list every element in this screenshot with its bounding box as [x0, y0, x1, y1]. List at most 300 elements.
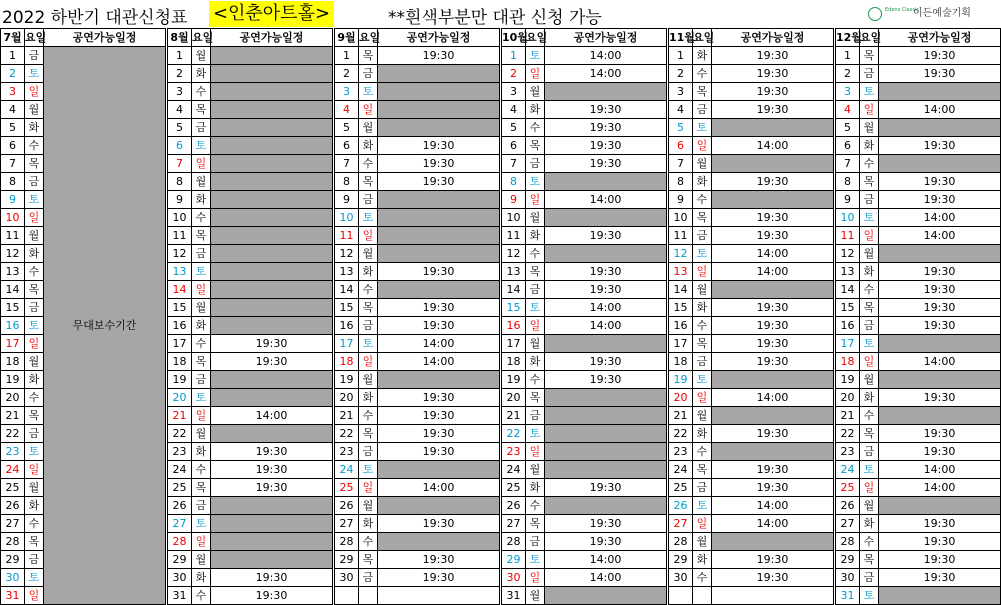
day-number: 2 [335, 65, 359, 83]
available-slot[interactable]: 19:30 [879, 137, 1001, 155]
day-weekday: 화 [860, 263, 879, 281]
day-number: 10 [836, 209, 860, 227]
day-weekday: 금 [526, 407, 545, 425]
empty-cell [359, 587, 378, 605]
available-slot[interactable]: 19:30 [712, 335, 834, 353]
unavailable-slot [211, 515, 333, 533]
available-header: 공연가능일정 [879, 29, 1001, 47]
day-weekday: 화 [860, 389, 879, 407]
unavailable-slot [378, 245, 500, 263]
day-number: 13 [836, 263, 860, 281]
day-weekday: 일 [192, 407, 211, 425]
day-number: 22 [502, 425, 526, 443]
unavailable-slot [211, 209, 333, 227]
unavailable-slot [378, 227, 500, 245]
day-number: 2 [669, 65, 693, 83]
day-number: 29 [669, 551, 693, 569]
unavailable-slot [378, 461, 500, 479]
unavailable-slot [545, 209, 667, 227]
day-weekday: 월 [693, 155, 712, 173]
day-weekday: 수 [693, 569, 712, 587]
available-slot[interactable]: 14:00 [545, 551, 667, 569]
day-number: 6 [1, 137, 25, 155]
day-weekday: 화 [192, 317, 211, 335]
day-weekday: 일 [693, 263, 712, 281]
available-slot[interactable]: 19:30 [712, 551, 834, 569]
day-number: 14 [669, 281, 693, 299]
day-number: 11 [335, 227, 359, 245]
unavailable-slot [211, 47, 333, 65]
available-slot[interactable]: 19:30 [378, 137, 500, 155]
day-number: 9 [836, 191, 860, 209]
day-number: 18 [168, 353, 192, 371]
day-number: 6 [168, 137, 192, 155]
day-weekday: 일 [526, 569, 545, 587]
available-slot[interactable]: 19:30 [378, 299, 500, 317]
day-weekday: 화 [25, 119, 44, 137]
day-weekday: 목 [359, 551, 378, 569]
day-number: 27 [836, 515, 860, 533]
unavailable-slot [712, 407, 834, 425]
day-weekday: 화 [359, 137, 378, 155]
empty-cell [335, 587, 359, 605]
available-slot[interactable]: 19:30 [545, 353, 667, 371]
day-number: 28 [669, 533, 693, 551]
day-number: 26 [669, 497, 693, 515]
day-weekday: 월 [860, 497, 879, 515]
available-slot[interactable]: 19:30 [879, 389, 1001, 407]
weekday-header: 요일 [192, 29, 211, 47]
available-slot[interactable]: 19:30 [545, 479, 667, 497]
available-slot[interactable]: 14:00 [211, 407, 333, 425]
day-number: 1 [502, 47, 526, 65]
available-slot[interactable]: 19:30 [712, 479, 834, 497]
available-slot[interactable]: 19:30 [879, 173, 1001, 191]
day-number: 22 [669, 425, 693, 443]
day-number: 15 [502, 299, 526, 317]
day-weekday: 월 [25, 479, 44, 497]
available-slot[interactable]: 19:30 [879, 443, 1001, 461]
day-weekday: 토 [860, 83, 879, 101]
available-slot[interactable]: 19:30 [545, 515, 667, 533]
day-number: 26 [335, 497, 359, 515]
day-number: 16 [836, 317, 860, 335]
available-header: 공연가능일정 [44, 29, 166, 47]
day-weekday: 일 [860, 227, 879, 245]
available-slot[interactable]: 14:00 [378, 353, 500, 371]
available-slot[interactable]: 19:30 [545, 137, 667, 155]
day-number: 24 [669, 461, 693, 479]
day-weekday: 일 [693, 515, 712, 533]
available-slot[interactable]: 19:30 [378, 263, 500, 281]
day-weekday: 월 [192, 551, 211, 569]
day-number: 25 [502, 479, 526, 497]
available-slot[interactable]: 19:30 [378, 155, 500, 173]
available-slot[interactable]: 19:30 [879, 515, 1001, 533]
available-slot[interactable]: 19:30 [378, 173, 500, 191]
day-number: 8 [335, 173, 359, 191]
unavailable-slot [211, 65, 333, 83]
available-slot[interactable]: 19:30 [712, 227, 834, 245]
available-slot[interactable]: 14:00 [712, 263, 834, 281]
available-slot[interactable]: 19:30 [378, 389, 500, 407]
logo-circle-icon [868, 7, 882, 21]
available-slot[interactable]: 14:00 [545, 191, 667, 209]
logo-company-name: 이든예술기획 [913, 8, 971, 19]
day-number: 30 [335, 569, 359, 587]
day-number: 2 [1, 65, 25, 83]
day-weekday: 화 [359, 515, 378, 533]
available-slot[interactable]: 19:30 [879, 281, 1001, 299]
day-weekday: 일 [526, 191, 545, 209]
month-label: 7월 [1, 29, 25, 47]
day-number: 24 [836, 461, 860, 479]
month-label: 11월 [669, 29, 693, 47]
company-logo [868, 7, 980, 23]
day-number: 6 [669, 137, 693, 155]
unavailable-slot [545, 587, 667, 605]
day-weekday: 일 [693, 137, 712, 155]
available-slot[interactable]: 14:00 [879, 479, 1001, 497]
available-slot[interactable]: 19:30 [545, 227, 667, 245]
available-slot[interactable]: 19:30 [211, 479, 333, 497]
available-slot[interactable]: 19:30 [545, 281, 667, 299]
day-weekday: 목 [693, 83, 712, 101]
unavailable-slot [378, 191, 500, 209]
available-slot[interactable]: 19:30 [545, 119, 667, 137]
day-weekday: 월 [192, 47, 211, 65]
day-number: 31 [1, 587, 25, 605]
day-number: 10 [1, 209, 25, 227]
available-slot[interactable]: 19:30 [879, 263, 1001, 281]
day-weekday: 화 [693, 551, 712, 569]
day-number: 22 [168, 425, 192, 443]
available-slot[interactable]: 19:30 [712, 47, 834, 65]
day-weekday: 금 [192, 497, 211, 515]
day-weekday: 화 [693, 425, 712, 443]
day-weekday: 토 [693, 497, 712, 515]
available-slot[interactable]: 19:30 [378, 47, 500, 65]
day-number: 7 [168, 155, 192, 173]
weekday-header: 요일 [25, 29, 44, 47]
available-slot[interactable]: 14:00 [712, 137, 834, 155]
day-weekday: 목 [192, 479, 211, 497]
available-slot[interactable]: 19:30 [712, 317, 834, 335]
day-number: 13 [669, 263, 693, 281]
day-weekday: 금 [860, 317, 879, 335]
day-weekday: 수 [526, 497, 545, 515]
unavailable-slot [712, 371, 834, 389]
day-number: 19 [502, 371, 526, 389]
day-number: 15 [836, 299, 860, 317]
day-weekday: 일 [693, 389, 712, 407]
unavailable-slot [211, 227, 333, 245]
day-weekday: 토 [25, 569, 44, 587]
day-number: 27 [502, 515, 526, 533]
day-weekday: 수 [526, 371, 545, 389]
day-number: 7 [335, 155, 359, 173]
sheet-title: 2022 하반기 대관신청표 [2, 8, 188, 28]
day-weekday: 일 [526, 317, 545, 335]
day-weekday: 일 [526, 443, 545, 461]
day-weekday: 일 [25, 83, 44, 101]
available-slot[interactable]: 19:30 [545, 155, 667, 173]
day-weekday: 수 [860, 155, 879, 173]
venue-name-highlight: <인춘아트홀> [209, 1, 334, 27]
day-weekday: 수 [359, 407, 378, 425]
day-weekday: 목 [192, 101, 211, 119]
available-slot[interactable]: 19:30 [712, 65, 834, 83]
available-slot[interactable]: 19:30 [712, 83, 834, 101]
unavailable-slot [378, 65, 500, 83]
available-slot[interactable]: 19:30 [879, 191, 1001, 209]
empty-cell [378, 587, 500, 605]
day-weekday: 금 [526, 281, 545, 299]
available-slot[interactable]: 14:00 [545, 569, 667, 587]
logo-small-text: Edens Classic [885, 7, 920, 13]
available-slot[interactable]: 14:00 [545, 299, 667, 317]
available-slot[interactable]: 14:00 [879, 209, 1001, 227]
available-slot[interactable]: 19:30 [712, 569, 834, 587]
available-slot[interactable]: 19:30 [545, 533, 667, 551]
day-number: 14 [168, 281, 192, 299]
day-weekday: 월 [25, 101, 44, 119]
day-number: 13 [168, 263, 192, 281]
day-weekday: 목 [359, 299, 378, 317]
available-slot[interactable]: 14:00 [712, 515, 834, 533]
available-slot[interactable]: 19:30 [879, 533, 1001, 551]
day-weekday: 토 [693, 245, 712, 263]
available-slot[interactable]: 14:00 [879, 353, 1001, 371]
day-number: 11 [836, 227, 860, 245]
unavailable-slot [211, 83, 333, 101]
available-slot[interactable]: 14:00 [712, 245, 834, 263]
available-slot[interactable]: 19:30 [712, 173, 834, 191]
available-slot[interactable]: 19:30 [879, 299, 1001, 317]
available-slot[interactable]: 19:30 [378, 443, 500, 461]
day-weekday: 월 [693, 407, 712, 425]
day-number: 23 [669, 443, 693, 461]
day-weekday: 금 [25, 551, 44, 569]
unavailable-slot [545, 389, 667, 407]
day-number: 23 [502, 443, 526, 461]
day-weekday: 월 [192, 173, 211, 191]
unavailable-slot [211, 425, 333, 443]
day-number: 29 [335, 551, 359, 569]
day-weekday: 화 [192, 191, 211, 209]
day-number: 26 [1, 497, 25, 515]
unavailable-slot [879, 587, 1001, 605]
day-number: 17 [168, 335, 192, 353]
day-weekday: 목 [526, 137, 545, 155]
unavailable-slot [378, 119, 500, 137]
day-weekday: 금 [25, 425, 44, 443]
unavailable-slot [211, 173, 333, 191]
day-number: 28 [836, 533, 860, 551]
available-slot[interactable]: 19:30 [378, 425, 500, 443]
day-number: 9 [168, 191, 192, 209]
available-slot[interactable]: 19:30 [211, 587, 333, 605]
day-number: 1 [168, 47, 192, 65]
day-number: 17 [502, 335, 526, 353]
day-number: 8 [502, 173, 526, 191]
unavailable-slot [545, 497, 667, 515]
unavailable-slot [879, 407, 1001, 425]
day-number: 5 [168, 119, 192, 137]
day-number: 22 [1, 425, 25, 443]
unavailable-slot [211, 299, 333, 317]
unavailable-slot [211, 119, 333, 137]
day-number: 10 [168, 209, 192, 227]
day-number: 17 [1, 335, 25, 353]
available-slot[interactable]: 19:30 [712, 299, 834, 317]
available-slot[interactable]: 19:30 [545, 371, 667, 389]
day-weekday: 월 [693, 533, 712, 551]
unavailable-slot [211, 533, 333, 551]
day-weekday: 금 [526, 155, 545, 173]
day-weekday: 수 [359, 155, 378, 173]
available-slot[interactable]: 14:00 [545, 65, 667, 83]
available-slot[interactable]: 19:30 [211, 335, 333, 353]
day-number: 12 [168, 245, 192, 263]
day-weekday: 수 [693, 317, 712, 335]
day-number: 22 [335, 425, 359, 443]
available-slot[interactable]: 14:00 [545, 47, 667, 65]
available-slot[interactable]: 19:30 [712, 353, 834, 371]
day-weekday: 월 [359, 119, 378, 137]
available-slot[interactable]: 14:00 [879, 461, 1001, 479]
available-slot[interactable]: 14:00 [378, 335, 500, 353]
day-number: 27 [335, 515, 359, 533]
day-weekday: 월 [526, 461, 545, 479]
day-weekday: 수 [192, 83, 211, 101]
day-number: 30 [502, 569, 526, 587]
available-slot[interactable]: 19:30 [378, 551, 500, 569]
available-slot[interactable]: 19:30 [879, 569, 1001, 587]
day-weekday: 화 [693, 299, 712, 317]
day-number: 11 [669, 227, 693, 245]
day-weekday: 화 [192, 569, 211, 587]
sheet-header [0, 0, 997, 28]
available-slot[interactable]: 19:30 [712, 101, 834, 119]
month-label: 10월 [502, 29, 526, 47]
day-number: 28 [502, 533, 526, 551]
day-number: 12 [669, 245, 693, 263]
unavailable-slot [211, 101, 333, 119]
available-slot[interactable]: 19:30 [879, 317, 1001, 335]
day-weekday: 수 [693, 65, 712, 83]
available-slot[interactable]: 14:00 [712, 497, 834, 515]
day-weekday: 화 [25, 371, 44, 389]
available-slot[interactable]: 14:00 [879, 101, 1001, 119]
unavailable-slot [545, 461, 667, 479]
day-number: 15 [669, 299, 693, 317]
day-weekday: 화 [359, 263, 378, 281]
day-weekday: 목 [359, 173, 378, 191]
day-number: 9 [502, 191, 526, 209]
day-weekday: 수 [192, 587, 211, 605]
day-weekday: 수 [693, 443, 712, 461]
unavailable-slot [545, 425, 667, 443]
day-weekday: 화 [693, 173, 712, 191]
day-number: 20 [836, 389, 860, 407]
available-slot[interactable]: 19:30 [211, 569, 333, 587]
day-number: 21 [669, 407, 693, 425]
day-weekday: 화 [192, 65, 211, 83]
day-number: 19 [168, 371, 192, 389]
day-number: 14 [335, 281, 359, 299]
available-slot[interactable]: 19:30 [378, 515, 500, 533]
day-weekday: 토 [359, 209, 378, 227]
day-weekday: 화 [526, 353, 545, 371]
unavailable-slot [378, 371, 500, 389]
day-number: 19 [836, 371, 860, 389]
available-slot[interactable]: 19:30 [879, 47, 1001, 65]
available-slot[interactable]: 14:00 [712, 389, 834, 407]
day-number: 25 [836, 479, 860, 497]
month-label: 8월 [168, 29, 192, 47]
available-slot[interactable]: 19:30 [712, 461, 834, 479]
day-number: 3 [168, 83, 192, 101]
day-number: 9 [1, 191, 25, 209]
day-number: 20 [168, 389, 192, 407]
day-weekday: 토 [526, 425, 545, 443]
day-number: 12 [502, 245, 526, 263]
available-slot[interactable]: 19:30 [211, 461, 333, 479]
available-slot[interactable]: 19:30 [545, 101, 667, 119]
day-weekday: 목 [25, 533, 44, 551]
weekday-header: 요일 [359, 29, 378, 47]
day-number: 13 [1, 263, 25, 281]
day-number: 9 [335, 191, 359, 209]
unavailable-slot [879, 83, 1001, 101]
day-number: 4 [1, 101, 25, 119]
day-number: 6 [836, 137, 860, 155]
available-slot[interactable]: 19:30 [378, 407, 500, 425]
day-number: 2 [836, 65, 860, 83]
day-number: 15 [1, 299, 25, 317]
day-weekday: 금 [192, 119, 211, 137]
day-weekday: 월 [860, 371, 879, 389]
day-number: 13 [335, 263, 359, 281]
available-slot[interactable]: 19:30 [879, 551, 1001, 569]
available-slot[interactable]: 19:30 [378, 317, 500, 335]
day-weekday: 일 [25, 461, 44, 479]
available-slot[interactable]: 14:00 [879, 227, 1001, 245]
available-slot[interactable]: 19:30 [879, 425, 1001, 443]
day-weekday: 토 [25, 443, 44, 461]
day-number: 30 [168, 569, 192, 587]
month-label: 9월 [335, 29, 359, 47]
available-slot[interactable]: 19:30 [712, 209, 834, 227]
available-slot[interactable]: 14:00 [545, 317, 667, 335]
available-slot[interactable]: 19:30 [211, 353, 333, 371]
available-slot[interactable]: 19:30 [545, 263, 667, 281]
weekday-header: 요일 [860, 29, 879, 47]
available-header: 공연가능일정 [211, 29, 333, 47]
day-number: 7 [669, 155, 693, 173]
available-slot[interactable]: 14:00 [378, 479, 500, 497]
available-slot[interactable]: 19:30 [879, 65, 1001, 83]
available-slot[interactable]: 19:30 [211, 443, 333, 461]
day-weekday: 목 [693, 209, 712, 227]
available-slot[interactable]: 19:30 [378, 569, 500, 587]
day-weekday: 토 [192, 137, 211, 155]
day-number: 5 [669, 119, 693, 137]
unavailable-slot [545, 407, 667, 425]
available-slot[interactable]: 19:30 [712, 425, 834, 443]
day-number: 4 [502, 101, 526, 119]
